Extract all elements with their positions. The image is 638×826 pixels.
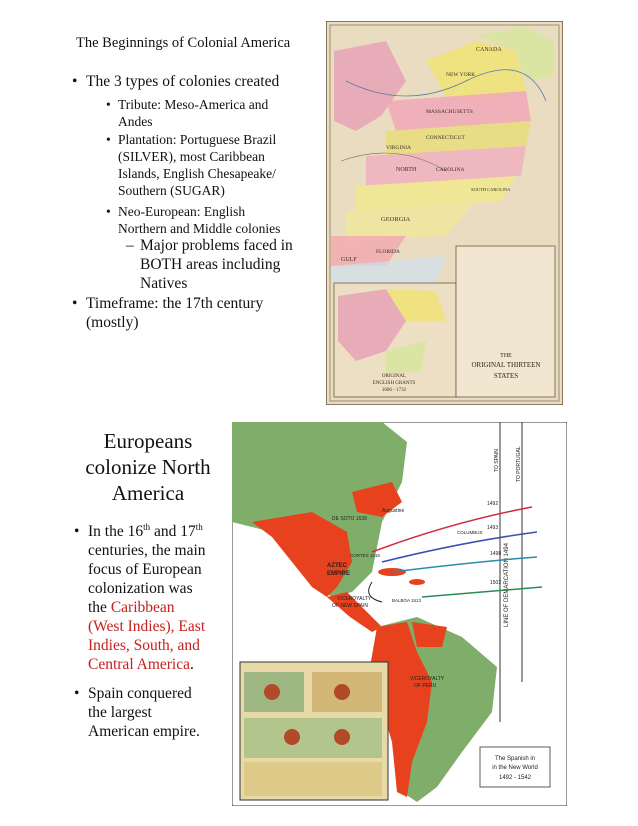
- highlight-text: Caribbean: [110, 599, 175, 616]
- bullet-dot: •: [106, 204, 111, 219]
- map-label: OF PERU: [414, 683, 437, 689]
- map-label: Augustine: [382, 508, 405, 514]
- codex-panel: [244, 718, 382, 758]
- bullet-text: Tribute: Meso-America and: [118, 97, 269, 112]
- map-label: VIRGINIA: [386, 145, 412, 151]
- highlight-text: Central America: [88, 656, 190, 673]
- map-label: GEORGIA: [381, 216, 411, 223]
- bullet-text: Plantation: Portuguese Brazil: [118, 132, 277, 147]
- slide-title: [64, 428, 232, 506]
- bullet-text: [88, 655, 234, 674]
- sub-bullet-tribute: [106, 96, 323, 130]
- map-label: LINE OF DEMARCATION 1494: [504, 543, 510, 627]
- map-label: AZTEC: [327, 563, 347, 569]
- bullet-text: Major problems faced in: [140, 237, 293, 254]
- map-label: 1492: [487, 501, 499, 507]
- codex-figure: [334, 729, 350, 745]
- map-label: NEW YORK: [446, 72, 476, 78]
- text-run: and 17: [150, 523, 196, 540]
- sub-bullet-plantation: [106, 131, 323, 199]
- codex-figure: [334, 684, 350, 700]
- map-label: 1493: [487, 525, 499, 531]
- inset-thirteen-title: ORIGINAL THIRTEEN: [471, 361, 541, 369]
- map-label: TO PORTUGAL: [516, 446, 522, 482]
- text-run: .: [190, 656, 194, 673]
- map-label: GULF: [341, 257, 357, 263]
- map-label: 1498: [490, 551, 502, 557]
- island-hispaniola: [409, 579, 425, 585]
- legend-title: 1492 - 1542: [498, 775, 532, 781]
- map-original-thirteen: [326, 21, 563, 405]
- map-label: CONNECTICUT: [426, 135, 465, 141]
- sub-sub-bullet-problems: [126, 236, 325, 293]
- bullet-colony-types: [72, 72, 322, 91]
- slide-colonial-beginnings: [0, 0, 638, 410]
- bullet-text: American empire.: [88, 723, 200, 740]
- bullet-text: the largest: [88, 704, 152, 721]
- bullet-text: Islands, English Chesapeake/: [118, 166, 276, 181]
- map-label: BALBOA 1513: [392, 598, 422, 603]
- map-label: NORTH: [396, 167, 417, 173]
- bullet-text: colonization was: [88, 580, 193, 597]
- map-label: VICEROYALTY: [337, 596, 372, 602]
- bullet-text: The 3 types of colonies created: [86, 73, 280, 90]
- map-label: CAROLINA: [436, 167, 465, 173]
- bullet-text: Neo-European: English: [118, 204, 246, 219]
- bullet-dot: •: [72, 295, 78, 312]
- bullet-text: Natives: [140, 275, 188, 292]
- legend-title: The Spanish in: [494, 756, 536, 762]
- inset-thirteen-title: THE: [500, 353, 512, 359]
- map-label: 1502: [490, 580, 502, 586]
- bullet-dot: •: [74, 685, 80, 702]
- codex-panel: [244, 762, 382, 796]
- inset-grants-title: 1606 - 1732: [381, 388, 407, 393]
- bullet-dot: •: [72, 73, 78, 90]
- bullet-text: Northern and Middle colonies: [118, 221, 281, 236]
- bullet-text: Southern (SUGAR): [118, 183, 225, 198]
- legend-title: in the New World: [492, 765, 538, 771]
- bullet-text: [88, 598, 234, 617]
- superscript: th: [195, 521, 203, 532]
- map-label: CANADA: [476, 47, 502, 53]
- slide-title: The Beginnings of Colonial America: [76, 35, 291, 51]
- title-line: Europeans: [103, 429, 193, 453]
- bullet-main-focus: [74, 521, 234, 674]
- bullet-dash: –: [126, 237, 134, 254]
- bullet-text: BOTH areas including: [140, 256, 281, 273]
- map-label: FLORIDA: [376, 249, 400, 255]
- map-label: VICEROYALTY: [410, 676, 445, 682]
- map-label: EMPIRE: [327, 571, 351, 577]
- map-label: SOUTH CAROLINA: [471, 187, 511, 192]
- bullet-spain-empire: [74, 684, 234, 741]
- bullet-text: (SILVER), most Caribbean: [118, 149, 265, 164]
- bullet-dot: •: [74, 523, 80, 540]
- bullet-text: Spain conquered: [88, 685, 192, 702]
- text-run: In the 16: [88, 523, 144, 540]
- map-label: CORTES 1519: [350, 553, 380, 558]
- map-label: COLUMBUS: [457, 530, 483, 535]
- bullet-text: (mostly): [86, 314, 139, 331]
- map-label: MASSACHUSETTS: [426, 109, 473, 115]
- bullet-text: Andes: [118, 114, 153, 129]
- inset-grants-title: ORIGINAL: [381, 374, 407, 379]
- sub-bullet-neo-european: [106, 203, 323, 237]
- highlight-text: Indies, South, and: [88, 637, 200, 654]
- map-label: OF NEW SPAIN: [332, 603, 369, 609]
- highlight-text: (West Indies), East: [88, 618, 206, 635]
- bullet-dot: •: [106, 132, 111, 147]
- inset-grants-title: ENGLISH GRANTS: [372, 381, 416, 386]
- bullet-text: focus of European: [88, 561, 202, 578]
- map-spanish-new-world: [232, 422, 567, 806]
- map-label: TO SPAIN: [494, 449, 500, 472]
- superscript: th: [143, 521, 151, 532]
- bullet-text: [88, 522, 234, 541]
- bullet-timeframe: [72, 294, 322, 332]
- map-label: DE SOTO 1539: [332, 516, 367, 522]
- inset-thirteen-title: STATES: [493, 372, 519, 380]
- text-run: the: [88, 599, 111, 616]
- bullet-text: centuries, the main: [88, 542, 206, 559]
- codex-figure: [264, 684, 280, 700]
- codex-figure: [284, 729, 300, 745]
- bullet-dot: •: [106, 97, 111, 112]
- title-line: colonize North: [85, 455, 211, 479]
- bullet-text: Timeframe: the 17th century: [86, 295, 264, 312]
- title-line: America: [111, 481, 185, 505]
